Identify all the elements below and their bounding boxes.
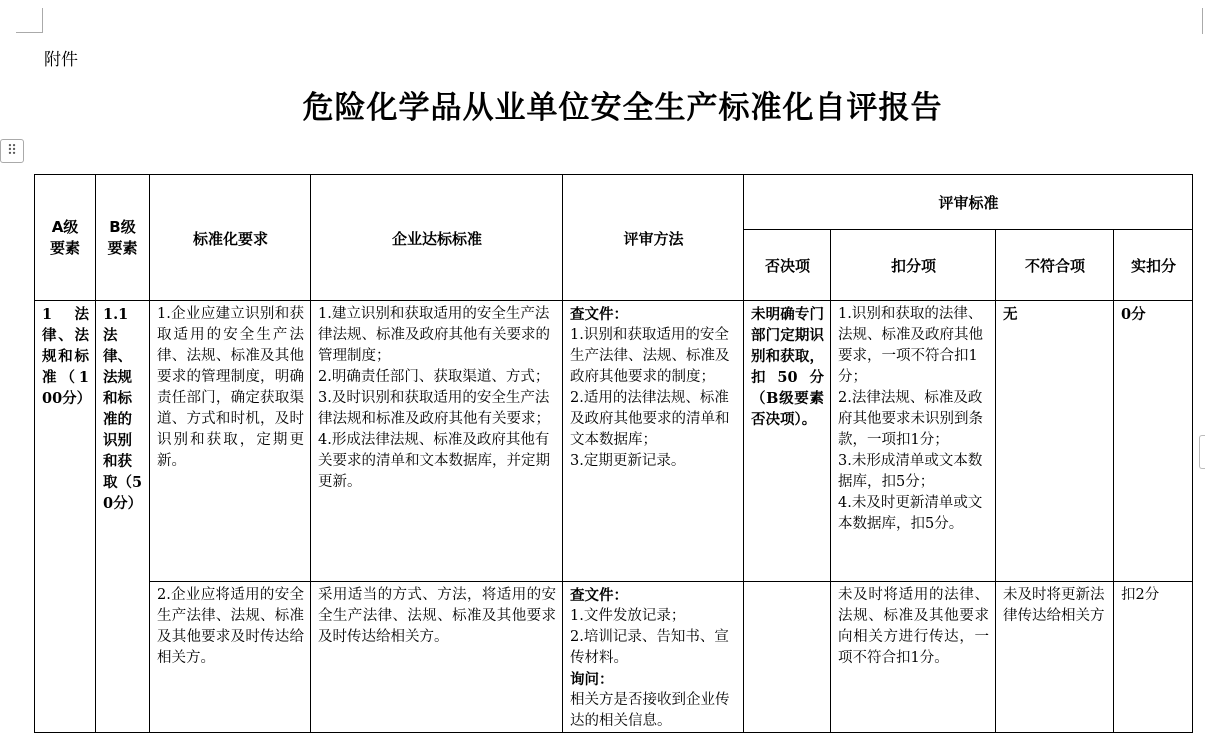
deduction-cell: 未及时将适用的法律、法规、标准及其他要求向相关方进行传达，一项不符合扣1分。 <box>831 582 996 733</box>
table-move-handle-icon[interactable]: ⠿ <box>0 139 24 163</box>
document-title: 危险化学品从业单位安全生产标准化自评报告 <box>302 90 943 126</box>
actual-deduction-cell: 扣2分 <box>1114 582 1193 733</box>
assessment-table <box>34 174 1193 733</box>
requirement-cell: 2.企业应将适用的安全生产法律、法规、标准及其他要求及时传达给相关方。 <box>150 582 311 733</box>
page-corner-mark <box>16 8 43 33</box>
a-element-cell: 1 法律、法规和标准（100分） <box>35 301 96 733</box>
header-actual-deduction: 实扣分 <box>1114 230 1193 301</box>
enterprise-standard-cell: 1.建立识别和获取适用的安全生产法律法规、标准及政府其他有关要求的管理制度； 2.明确责任部门、获取渠道、方式； 3.及时识别和获取适用的安全生产法律法规和标准及政府其他有关要求； 4.形成法律法规、标准及政府其他有关要求的清单和文本数据库，并定期更新。 <box>311 301 563 582</box>
header-enterprise-standard: 企业达标标准 <box>311 175 563 301</box>
nonconformity-cell: 无 <box>996 301 1114 582</box>
header-nonconformity: 不符合项 <box>996 230 1114 301</box>
page-edge-marker <box>1199 435 1205 469</box>
b-element-name: 1.1 法律、法规和标准的识别和获取 <box>103 306 132 491</box>
header-review-criteria: 评审标准 <box>744 175 1193 230</box>
nonconformity-cell: 未及时将更新法律传达给相关方 <box>996 582 1114 733</box>
veto-cell: 未明确专门部门定期识别和获取，扣50分（B级要素否决项）。 <box>744 301 831 582</box>
table-row <box>35 301 1193 582</box>
review-method-cell: 查文件： 1.识别和获取适用的安全生产法律、法规、标准及政府其他要求的制度； 2.适用的法律法规、标准及政府其他要求的清单和文本数据库； 3.定期更新记录。 <box>563 301 744 582</box>
header-requirement: 标准化要求 <box>150 175 311 301</box>
b-element-cell <box>96 301 150 733</box>
enterprise-standard-cell: 采用适当的方式、方法，将适用的安全生产法律、法规、标准及其他要求及时传达给相关方。 <box>311 582 563 733</box>
annex-label: 附件 <box>44 50 78 70</box>
actual-deduction-cell: 0分 <box>1114 301 1193 582</box>
deduction-cell: 1.识别和获取的法律、法规、标准及政府其他要求，一项不符合扣1分； 2.法律法规、标准及政府其他要求未识别到条款，一项扣1分； 3.未形成清单或文本数据库，扣5分； 4.未及时更新清单或文本数据库，扣5分。 <box>831 301 996 582</box>
veto-cell <box>744 582 831 733</box>
header-deduction: 扣分项 <box>831 230 996 301</box>
review-method-cell: 查文件： 1.文件发放记录； 2.培训记录、告知书、宣传材料。 询问： 相关方是否接收到企业传达的相关信息。 <box>563 582 744 733</box>
header-a-level: A级要素 <box>35 175 96 301</box>
header-review-method: 评审方法 <box>563 175 744 301</box>
header-b-level: B级要素 <box>96 175 150 301</box>
requirement-cell: 1.企业应建立识别和获取适用的安全生产法律、法规、标准及其他要求的管理制度，明确责任部门，确定获取渠道、方式和时机，及时识别和获取，定期更新。 <box>150 301 311 582</box>
b-element-score: （50分） <box>103 474 143 512</box>
table-row <box>35 582 1193 733</box>
header-veto: 否决项 <box>744 230 831 301</box>
